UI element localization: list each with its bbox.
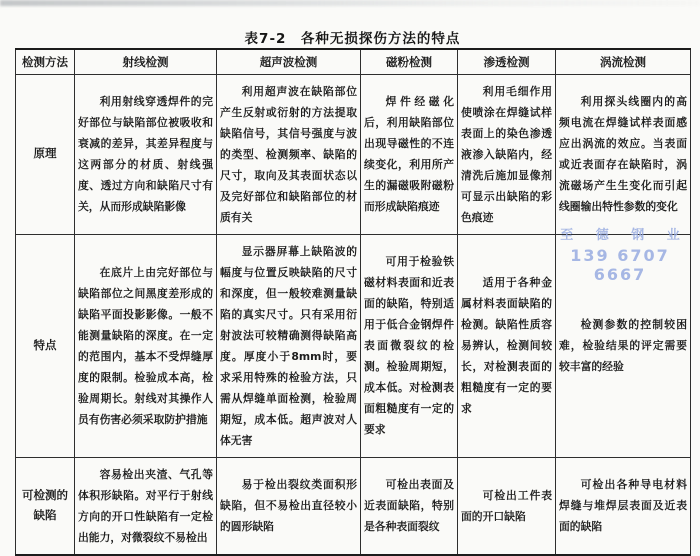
scan-artifact-strip [0, 0, 700, 6]
ndt-methods-table [15, 48, 691, 556]
row-label-feature: 特点 [16, 234, 75, 457]
cell-feature-eddy-current [556, 234, 691, 457]
cell-principle-radiographic [75, 74, 217, 234]
cell-text: 利用探头线圈内的高频电流在焊缝试样表面感应出涡流的效应。当表面或近表面存在缺陷时，涡流磁场产生生变化而引起线圈输出特性参数的变化 [559, 95, 687, 213]
cell-principle-eddy-current [556, 74, 691, 234]
watermark-phone-number: 139 6707 6667 [570, 246, 670, 284]
cell-principle-penetrant [458, 74, 556, 234]
cell-text: 可检出表面及近表面缺陷，特别是各种表面裂纹 [364, 478, 454, 533]
cell-text: 在底片上由完好部位与缺陷部位之间黑度差形成的缺陷平面投影影像。一般不能测量缺陷的深度。在一定的范围内，基本不受焊缝厚度的限制。检验成本高，检验周期长。射线对其操作人员有伤害必须采取防护措施 [78, 265, 213, 426]
header-cell-magnetic: 磁粉检测 [361, 49, 458, 74]
watermark-company-name: 至 德 钢 业 [560, 228, 689, 243]
row-detectable-defects [16, 457, 691, 555]
cell-text: 焊件经磁化后，利用缺陷部位出现导磁性的不连续变化，利用所产生的漏磁吸附磁粉而形成缺陷痕迹 [364, 95, 454, 213]
cell-text: 检测参数的控制较困难，检验结果的评定需要较丰富的经验 [559, 318, 687, 373]
header-cell-method: 检测方法 [16, 49, 75, 74]
cell-defects-penetrant [458, 457, 556, 555]
cell-text: 利用超声波在缺陷部位产生反射或衍射的方法提取缺陷信号，其信号强度与波的类型、检测频率、缺陷的尺寸，取向及其表面状态以及完好部位和缺陷部位的材质有关 [220, 84, 357, 224]
header-row [16, 49, 691, 74]
cell-text: 可检出各种导电材料焊缝与堆焊层表面及近表面的缺陷 [559, 478, 687, 533]
cell-feature-ultrasonic [217, 234, 361, 457]
cell-principle-magnetic [361, 74, 458, 234]
cell-defects-eddy-current [556, 457, 691, 555]
table-title: 表7-2 各种无损探伤方法的特点 [244, 31, 461, 47]
header-cell-eddy-current: 涡流检测 [556, 49, 691, 74]
cell-defects-radiographic [75, 457, 217, 555]
cell-text: 显示器屏幕上缺陷波的幅度与位置反映缺陷的尺寸和深度，但一般较难测量缺陷的真实尺寸。只有采用衍射波法可较精确测得缺陷高度。厚度小于8mm时，要求采用特殊的检验方法，只需从焊缝单面检测，检验周期短，成本低。超声波对人体无害 [220, 244, 357, 447]
cell-text: 适用于各种金属材料表面缺陷的检测。缺陷性质容易辨认，检测间较长，对检测表面的粗糙度有一定的要求 [461, 276, 552, 415]
header-cell-ultrasonic: 超声波检测 [217, 49, 361, 74]
cell-principle-ultrasonic [217, 74, 361, 234]
row-principle [16, 74, 691, 234]
header-cell-radiographic: 射线检测 [75, 49, 217, 74]
cell-feature-penetrant [458, 234, 556, 457]
cell-text: 利用射线穿透焊件的完好部位与缺陷部位被吸收和衰减的差异，其差异程度与这两部分的材质、射线强度、透过方向和缺陷尺寸有关，从而形成缺陷影像 [78, 95, 213, 213]
row-label-principle: 原理 [16, 74, 75, 234]
cell-defects-magnetic [361, 457, 458, 555]
row-label-detectable-defects: 可检测的缺陷 [16, 457, 75, 555]
cell-feature-magnetic [361, 234, 458, 457]
cell-text: 容易检出夹渣、气孔等体积形缺陷。对平行于射线方向的开口性缺陷有一定检出能力，对微裂纹不易检出 [78, 467, 213, 544]
cell-defects-ultrasonic [217, 457, 361, 555]
cell-text: 易于检出裂纹类面积形缺陷，但不易检出直径较小的圆形缺陷 [220, 478, 357, 533]
cell-text: 可用于检验铁磁材料表面和近表面的缺陷，特别适用于低合金钢焊件表面微裂纹的检测。检验周期短，成本低。对检测表面粗糙度有一定的要求 [364, 255, 454, 436]
cell-feature-radiographic [75, 234, 217, 457]
header-cell-penetrant: 渗透检测 [458, 49, 556, 74]
row-feature [16, 234, 691, 457]
cell-text: 利用毛细作用使喷涂在焊缝试样表面上的染色渗透液渗入缺陷内，经清洗后施加显像剂可显示出缺陷的彩色痕迹 [461, 84, 552, 224]
cell-text: 可检出工件表面的开口缺陷 [461, 488, 552, 523]
